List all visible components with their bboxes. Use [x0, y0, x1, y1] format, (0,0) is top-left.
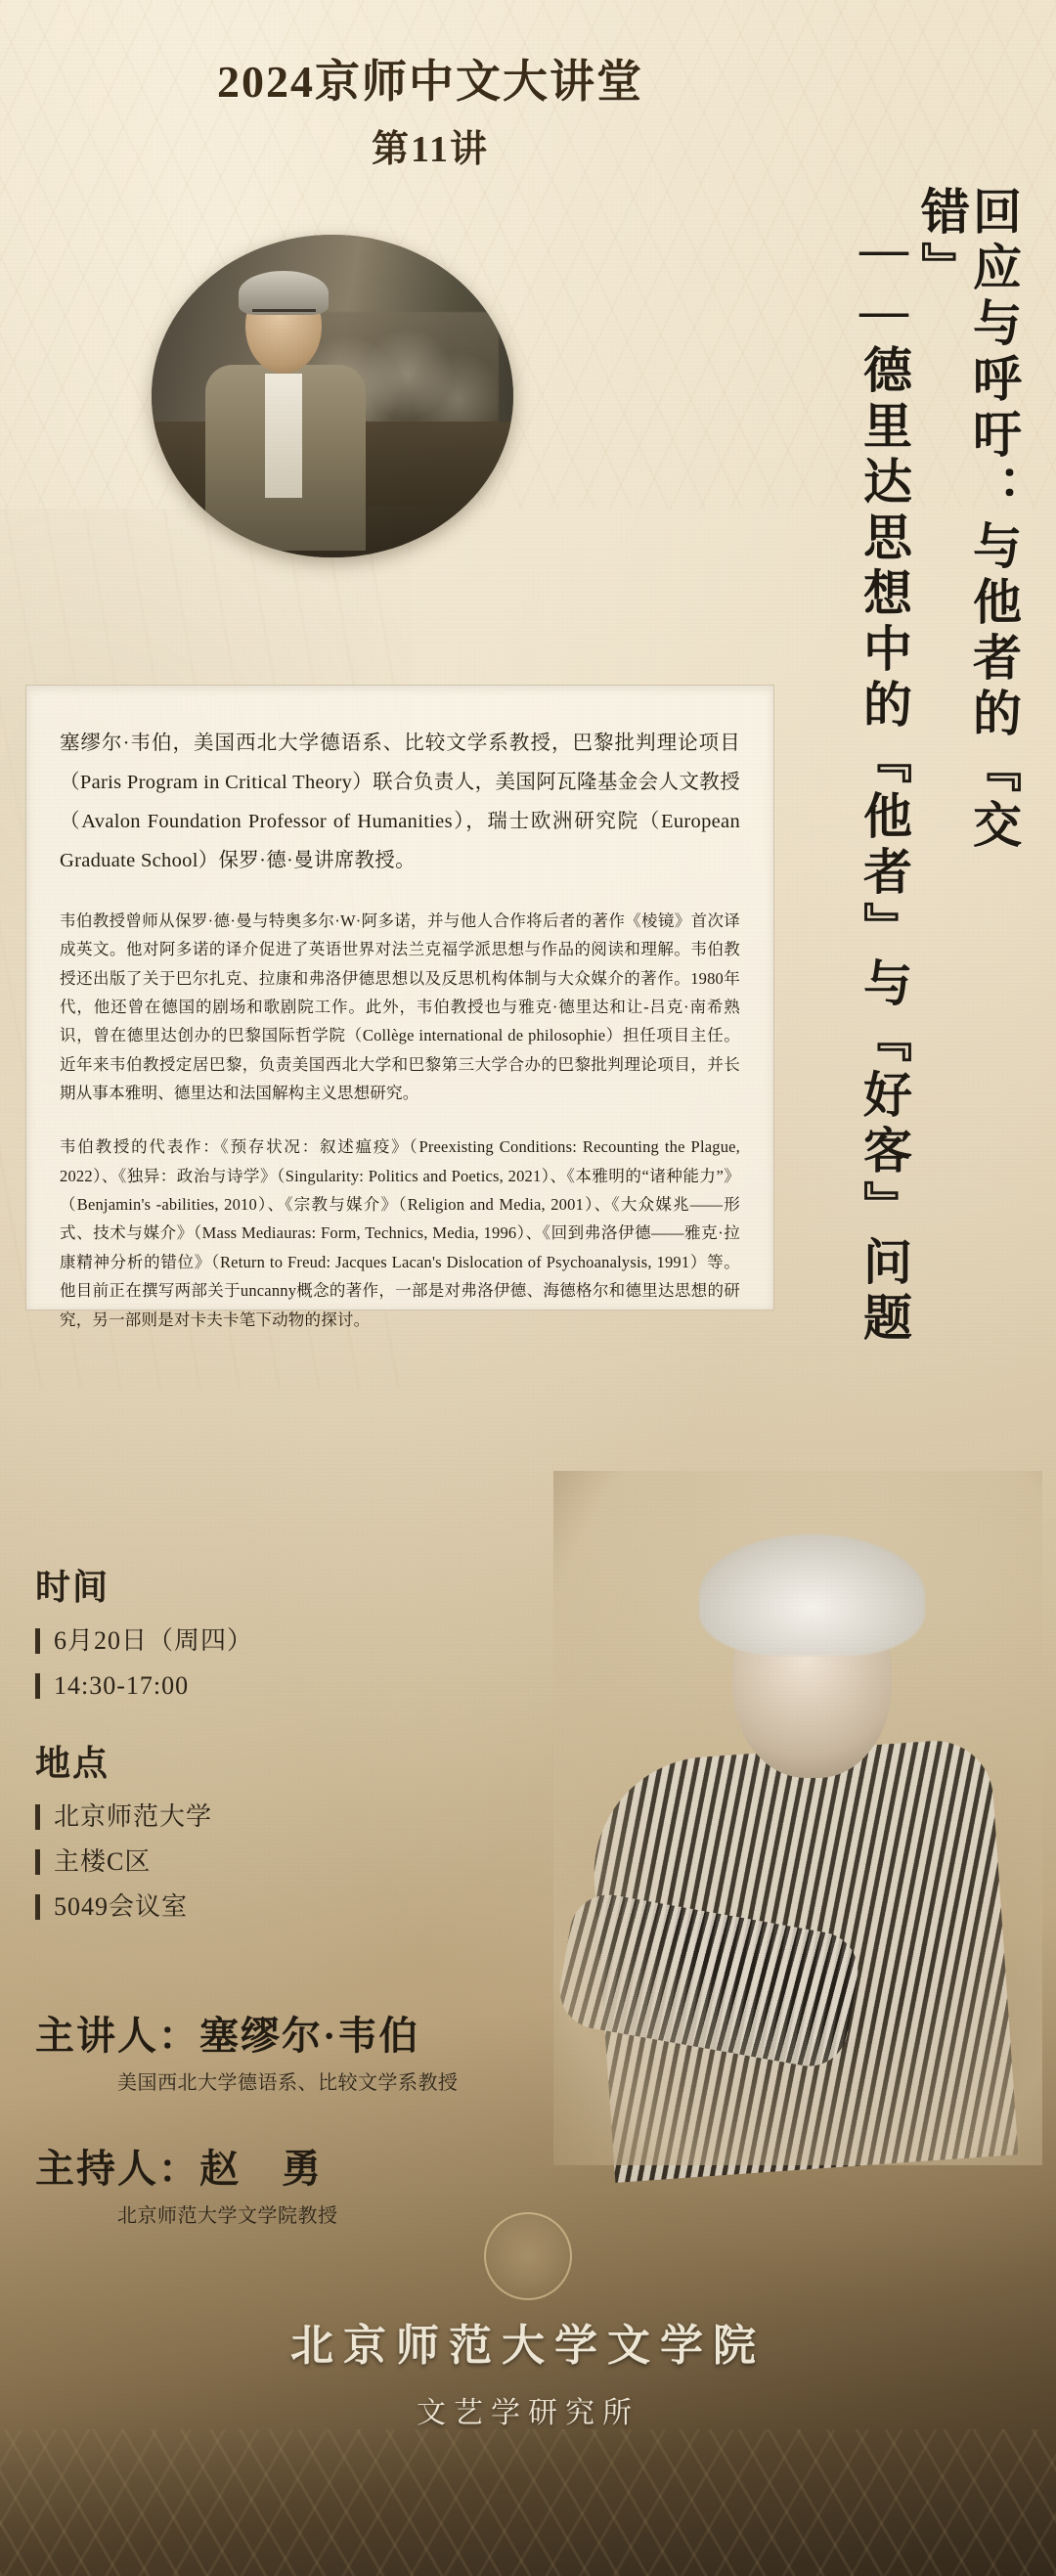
- bio-paragraph-1: 塞缪尔·韦伯，美国西北大学德语系、比较文学系教授，巴黎批判理论项目（Paris Program in Critical Theory）联合负责人，美国阿瓦隆基金会人文教授（Avalon Foundation Professor of Humanities），瑞士欧洲研究院（European Graduate School）保罗·德·曼讲席教授。: [60, 733, 740, 871]
- bullet-bar-icon: [35, 1804, 40, 1830]
- time-label: 时间: [35, 1568, 110, 1607]
- photo-speaker-shirt: [265, 374, 301, 499]
- poster-header: [0, 55, 860, 172]
- organizer-secondary: 文艺学研究所: [417, 2397, 639, 2429]
- time-row-2: [35, 1666, 641, 1706]
- vertical-title-block: [858, 186, 1019, 1584]
- place-value-2: 主楼C区: [54, 1846, 152, 1876]
- title-main: 回应与呼吁：与他者的『交错』: [914, 186, 1021, 855]
- speaker-name: 塞缪尔·韦伯: [199, 2014, 420, 2058]
- place-row-1: [35, 1798, 641, 1837]
- bio-paragraph-2: 韦伯教授曾师从保罗·德·曼与特奥多尔·W·阿多诺，并与他人合作将后者的著作《棱镜》首次译成英文。他对阿多诺的译介促进了英语世界对法兰克福学派思想与作品的阅读和理解。韦伯教授还出版了关于巴尔扎克、拉康和弗洛伊德思想以及反思机构体制与大众媒介的著作。1980年代，他还曾在德国的剧场和歌剧院工作。此外，韦伯教授也与雅克·德里达和让-吕克·南希熟识，曾在德里达创办的巴黎国际哲学院（Collège international de philosophie）担任项目主任。近年来韦伯教授定居巴黎，负责美国西北大学和巴黎第三大学合办的巴黎批判理论项目，并长期从事本雅明、德里达和法国解构主义思想研究。: [60, 910, 740, 1103]
- event-details: [35, 1560, 641, 1932]
- bullet-bar-icon: [35, 1673, 40, 1699]
- host-label: 主持人：: [35, 2147, 199, 2191]
- place-row-2: [35, 1843, 641, 1882]
- photo-background: [152, 235, 513, 557]
- speaker-line: [35, 2005, 661, 2061]
- bottom-ornament-pattern: [0, 2429, 1056, 2576]
- host-affiliation: 北京师范大学文学院教授: [117, 2205, 338, 2227]
- speaker-affiliation: 美国西北大学德语系、比较文学系教授: [117, 2072, 459, 2094]
- bio-paragraph-3: 韦伯教授的代表作：《预存状况：叙述瘟疫》（Preexisting Conditions: Recounting the Plague, 2022）、《独异：政治与诗学》（Singularity: Politics and Poetics, 2021）、《本雅明的“诸种能力”》（Benjamin's -abilities, 2010）、《宗教与媒介》（Religion and Media, 2001）、《大众媒兆——形式、技术与媒介》（Mass Mediauras: Form, Technics, Media, 1996）、《回到弗洛伊德——雅克·拉康精神分析的错位》（Return to Freud: Jacques Lacan's Dislocation of Psychoanalysis, 1991）等。他目前正在撰写两部关于uncanny概念的著作，一部是对弗洛伊德、海德格尔和德里达思想的研究，另一部则是对卡夫卡笔下动物的探讨。: [60, 1137, 740, 1329]
- series-title: 2024京师中文大讲堂: [217, 57, 643, 107]
- host-name: 赵 勇: [199, 2147, 323, 2191]
- glasses-icon: [252, 309, 316, 329]
- poster-footer: [0, 2212, 1056, 2431]
- place-label: 地点: [35, 1743, 110, 1783]
- organizer-primary: 北京师范大学文学院: [290, 2322, 766, 2370]
- speakers-block: [35, 2005, 661, 2228]
- time-value-2: 14:30-17:00: [54, 1671, 190, 1701]
- speaker-photo: [152, 235, 513, 557]
- place-value-1: 北京师范大学: [54, 1801, 213, 1831]
- speaker-label: 主讲人：: [35, 2014, 199, 2058]
- biography-card: [25, 685, 774, 1329]
- place-row-3: [35, 1888, 641, 1927]
- bullet-bar-icon: [35, 1628, 40, 1654]
- place-value-3: 5049会议室: [54, 1892, 189, 1922]
- time-row-1: [35, 1621, 641, 1661]
- bullet-bar-icon: [35, 1849, 40, 1875]
- bullet-bar-icon: [35, 1894, 40, 1920]
- title-sub: ——德里达思想中的『他者』与『好客』问题: [857, 221, 911, 1348]
- university-seal-icon: [484, 2212, 572, 2300]
- photo-speaker-hair: [239, 271, 329, 315]
- host-line: [35, 2138, 661, 2194]
- lecture-number: 第11讲: [372, 129, 489, 171]
- derrida-head: [732, 1576, 892, 1778]
- time-value-1: 6月20日（周四）: [54, 1626, 254, 1655]
- photo-speaker-figure: [202, 274, 369, 552]
